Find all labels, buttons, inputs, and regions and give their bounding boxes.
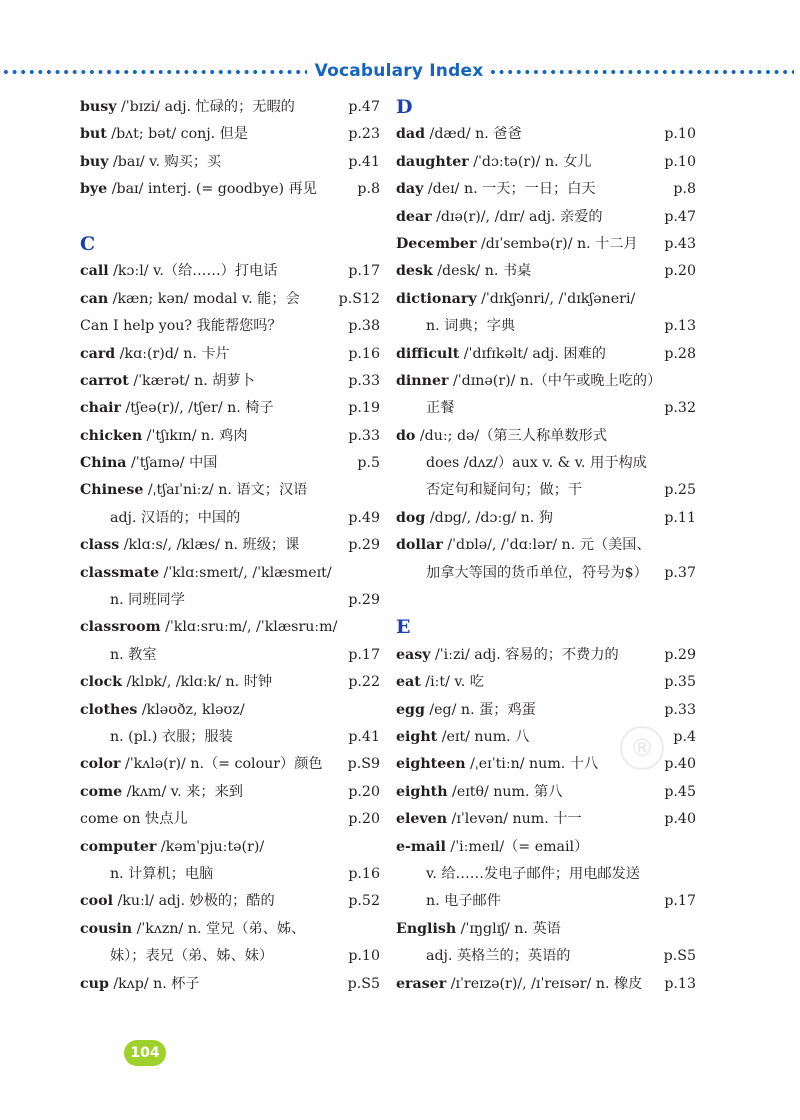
page-reference: p.29 [348, 537, 380, 554]
vocab-entry [80, 532, 380, 559]
vocab-entry [80, 971, 380, 998]
definition: n. 词典；字典 [426, 318, 516, 335]
entry-text [396, 291, 635, 307]
vocab-entry [80, 779, 380, 806]
headword: difficult [396, 345, 460, 362]
entry-text [80, 921, 305, 937]
page-reference: p.8 [357, 181, 380, 198]
page-reference: p.16 [348, 345, 380, 362]
vocab-entry [80, 888, 380, 915]
entry-continuation [396, 888, 696, 915]
entry-text [80, 702, 245, 718]
entry-text [396, 373, 661, 389]
entry-text [396, 318, 515, 334]
page-reference: p.13 [664, 975, 696, 992]
entry-text [80, 729, 233, 745]
vocab-entry [80, 286, 380, 313]
registered-mark-watermark: ® [620, 726, 664, 770]
vocab-entry [396, 642, 696, 669]
headword: dinner [396, 372, 449, 389]
headword: class [80, 537, 120, 554]
headword: can [80, 290, 109, 307]
entry-text [396, 893, 501, 909]
entry-continuation [396, 560, 696, 587]
page-reference: p.4 [673, 728, 696, 745]
header-dots-right [491, 70, 794, 74]
definition: /ˈdɪfɪkəlt/ adj. 困难的 [459, 345, 606, 362]
page-reference: p.10 [348, 948, 380, 965]
headword: computer [80, 838, 157, 855]
vocab-entry [80, 614, 380, 641]
vocab-entry [396, 779, 696, 806]
entry-text [80, 839, 264, 855]
page-reference: p.41 [348, 153, 380, 170]
entry-text [396, 674, 484, 690]
page-reference: p.S5 [347, 975, 380, 992]
vocab-entry [396, 176, 696, 203]
vocab-entry [80, 121, 380, 148]
entry-text [80, 154, 221, 170]
entry-text [396, 921, 561, 937]
definition: /kɔːl/ v.（给……）打电话 [108, 263, 278, 280]
entry-text [80, 976, 200, 992]
headword: dog [396, 509, 426, 526]
definition: 妹）；表兄（弟、姊、妹） [110, 948, 274, 965]
entry-text [80, 99, 295, 115]
definition: /eg/ n. 蛋；鸡蛋 [424, 701, 536, 718]
entry-text [80, 811, 188, 827]
entry-text [396, 154, 592, 170]
entry-continuation [80, 505, 380, 532]
headword: color [80, 756, 121, 773]
definition: /kuːl/ adj. 妙极的；酷的 [112, 893, 275, 910]
definition: /dɪˈsembə(r)/ n. 十二月 [476, 235, 638, 252]
page-reference: p.S12 [338, 290, 380, 307]
entry-text [80, 537, 299, 553]
section-gap [80, 204, 380, 231]
page-reference: p.29 [348, 592, 380, 609]
entry-text [80, 482, 307, 498]
vocab-entry [396, 532, 696, 559]
vocab-entry [396, 204, 696, 231]
entry-continuation [80, 642, 380, 669]
definition: /ˈkʌzn/ n. 堂兄（弟、姊、 [132, 920, 306, 937]
definition: /kʌm/ v. 来；来到 [122, 783, 243, 800]
definition: adj. 汉语的；中国的 [110, 509, 241, 526]
vocab-entry [80, 368, 380, 395]
page-reference: p.20 [348, 783, 380, 800]
definition: /ˈɪŋglɪʃ/ n. 英语 [456, 920, 561, 937]
entry-continuation [396, 450, 696, 477]
definition: Can I help you? 我能帮您吗？ [80, 318, 282, 335]
vocab-entry [396, 121, 696, 148]
page-reference: p.23 [348, 126, 380, 143]
entry-text [80, 510, 240, 526]
definition: /kɑː(r)d/ n. 卡片 [115, 345, 230, 362]
entry-text [396, 784, 562, 800]
definition: /desk/ n. 书桌 [432, 263, 532, 280]
headword: eraser [396, 975, 447, 992]
headword: dictionary [396, 290, 477, 307]
definition: /iːt/ v. 吃 [420, 674, 484, 691]
definition: n. 教室 [110, 646, 157, 663]
definition: /ˈdɒlə/, /ˈdɑːlər/ n. 元（美国、 [442, 537, 651, 554]
entry-text [80, 948, 273, 964]
page-reference: p.20 [348, 811, 380, 828]
definition: /ˈiːzi/ adj. 容易的；不费力的 [430, 646, 619, 663]
headword: card [80, 345, 116, 362]
headword: day [396, 181, 424, 198]
entry-text [396, 565, 648, 581]
vocab-entry [396, 669, 696, 696]
definition: n. 同班同学 [110, 592, 185, 609]
definition: /ɪˈlevən/ num. 十一 [447, 811, 582, 828]
headword: eighth [396, 783, 448, 800]
entry-text [396, 181, 596, 197]
definition: /ˈdɪkʃənri/, /ˈdɪkʃəneri/ [476, 290, 636, 307]
entry-text [80, 126, 248, 142]
page-reference: p.S9 [347, 756, 380, 773]
page-reference: p.20 [664, 263, 696, 280]
definition: /eɪt/ num. 八 [437, 728, 530, 745]
headword: dollar [396, 537, 443, 554]
entry-continuation [396, 395, 696, 422]
entry-continuation [80, 587, 380, 614]
page-reference: p.13 [664, 318, 696, 335]
entry-text [396, 455, 647, 471]
vocab-entry [396, 834, 696, 861]
definition: /dæd/ n. 爸爸 [425, 126, 522, 143]
headword: carrot [80, 372, 129, 389]
definition: 加拿大等国的货币单位，符号为$） [426, 564, 648, 581]
definition: does /dʌz/）aux v. & v. 用于构成 [426, 455, 647, 472]
headword: cool [80, 893, 113, 910]
page-reference: p.33 [348, 427, 380, 444]
definition: come on 快点儿 [80, 811, 188, 828]
left-column [80, 94, 380, 998]
page-reference: p.40 [664, 811, 696, 828]
page-number-badge: 104 [124, 1040, 166, 1066]
page-reference: p.37 [664, 564, 696, 581]
definition: /kəmˈpjuːtə(r)/ [156, 838, 265, 855]
headword: English [396, 920, 457, 937]
headword: bye [80, 181, 108, 198]
vocab-entry [80, 751, 380, 778]
section-letter: E [396, 616, 411, 639]
page-reference: p.S5 [663, 948, 696, 965]
entry-text [80, 592, 185, 608]
entry-text [396, 537, 651, 553]
entry-text [80, 346, 230, 362]
entry-text [396, 126, 522, 142]
vocab-entry [396, 231, 696, 258]
page-reference: p.41 [348, 728, 380, 745]
headword: do [396, 427, 416, 444]
entry-text [80, 181, 317, 197]
definition: /ˈklɑːsruːm/, /ˈklæsruːm/ [160, 619, 338, 636]
page-reference: p.38 [348, 318, 380, 335]
page-reference: p.25 [664, 482, 696, 499]
entry-text [396, 702, 536, 718]
vocab-entry [396, 286, 696, 313]
definition: /bʌt; bət/ conj. 但是 [106, 126, 249, 143]
headword: eat [396, 674, 421, 691]
definition: /duː; də/（第三人称单数形式 [415, 427, 607, 444]
entry-text [396, 346, 606, 362]
vocab-entry [80, 916, 380, 943]
page-reference: p.33 [664, 701, 696, 718]
vocab-entry [80, 423, 380, 450]
page-reference: p.43 [664, 235, 696, 252]
definition: /klɒk/, /klɑːk/ n. 时钟 [121, 674, 273, 691]
header-title: Vocabulary Index [314, 61, 484, 81]
definition: /ˈbɪzi/ adj. 忙碌的；无暇的 [116, 99, 295, 115]
headword: eleven [396, 811, 448, 828]
page-reference: p.19 [348, 400, 380, 417]
headword: dear [396, 208, 432, 225]
vocab-entry [80, 669, 380, 696]
headword: but [80, 126, 107, 143]
entry-text [396, 647, 619, 663]
definition: 正餐 [426, 400, 455, 417]
vocab-entry [396, 368, 696, 395]
vocab-entry [80, 313, 380, 340]
headword: classmate [80, 564, 159, 581]
entry-text [396, 428, 607, 444]
entry-text [396, 482, 582, 498]
headword: classroom [80, 619, 161, 636]
definition: /tʃeə(r)/, /tʃer/ n. 椅子 [121, 400, 274, 417]
vocab-entry [396, 505, 696, 532]
definition: /eɪtθ/ num. 第八 [447, 783, 563, 800]
definition: /dɒg/, /dɔːg/ n. 狗 [425, 509, 553, 526]
headword: call [80, 263, 109, 280]
entry-text [396, 839, 588, 855]
definition: n. 计算机；电脑 [110, 865, 214, 882]
headword: desk [396, 263, 433, 280]
definition: /ˈdɪnə(r)/ n.（中午或晚上吃的） [448, 372, 662, 389]
vocab-entry [396, 149, 696, 176]
entry-continuation [396, 861, 696, 888]
definition: 否定句和疑问句；做；干 [426, 482, 583, 499]
entry-text [396, 948, 570, 964]
definition: /kləʊðz, kləʊz/ [137, 701, 245, 718]
header-dots-left [4, 70, 307, 74]
entry-text [80, 318, 282, 334]
entry-text [396, 756, 598, 772]
page-reference: p.17 [348, 646, 380, 663]
entry-text [80, 619, 337, 635]
entry-text [80, 428, 248, 444]
headword: easy [396, 646, 431, 663]
entry-continuation [80, 861, 380, 888]
vocab-entry [80, 834, 380, 861]
page-reference: p.29 [664, 646, 696, 663]
definition: /dɪə(r)/, /dɪr/ adj. 亲爱的 [431, 208, 603, 225]
page-reference: p.8 [673, 181, 696, 198]
entry-text [80, 373, 255, 389]
definition: /ˈkʌlə(r)/ n.（= colour）颜色 [120, 756, 323, 773]
entry-text [80, 866, 213, 882]
page-reference: p.45 [664, 783, 696, 800]
headword: clock [80, 674, 122, 691]
entry-text [396, 263, 531, 279]
vocab-entry [396, 258, 696, 285]
headword: December [396, 235, 477, 252]
section-letter: C [80, 232, 96, 255]
right-column [396, 94, 696, 998]
definition: /ˈdɔːtə(r)/ n. 女儿 [468, 153, 592, 170]
definition: /baɪ/ interj. (= goodbye) 再见 [107, 181, 317, 198]
vocab-entry [396, 341, 696, 368]
headword: busy [80, 99, 117, 115]
headword: clothes [80, 701, 138, 718]
headword: dad [396, 126, 426, 143]
entry-text [396, 510, 553, 526]
page-reference: p.5 [357, 455, 380, 472]
entry-text [80, 263, 277, 279]
page-reference: p.11 [664, 509, 696, 526]
page-reference: p.17 [664, 893, 696, 910]
entry-continuation [80, 943, 380, 970]
section-letter: D [396, 96, 413, 118]
vocab-entry [80, 176, 380, 203]
definition: /ˌeɪˈtiːn/ num. 十八 [465, 756, 599, 773]
entry-text [80, 893, 275, 909]
definition: n. (pl.) 衣服；服装 [110, 728, 233, 745]
entry-text [80, 784, 243, 800]
definition: /kʌp/ n. 杯子 [108, 975, 200, 992]
entry-text [80, 756, 323, 772]
page-reference: p.40 [664, 756, 696, 773]
section-gap [396, 587, 696, 614]
definition: /baɪ/ v. 购买；买 [108, 153, 222, 170]
page-reference: p.28 [664, 345, 696, 362]
vocab-entry [80, 258, 380, 285]
vocab-entry [80, 395, 380, 422]
page-reference: p.32 [664, 400, 696, 417]
headword: China [80, 455, 127, 472]
vocab-entry [80, 450, 380, 477]
entry-text [80, 674, 272, 690]
headword: egg [396, 701, 425, 718]
headword: chicken [80, 427, 143, 444]
entry-text [80, 455, 217, 471]
definition: /klɑːs/, /klæs/ n. 班级；课 [119, 537, 300, 554]
vocab-entry [396, 916, 696, 943]
definition: /ˈiːmeɪl/（= email） [445, 838, 589, 855]
headword: cup [80, 975, 109, 992]
definition: /ɪˈreɪzə(r)/, /ɪˈreɪsər/ n. 橡皮 [446, 975, 643, 992]
headword: eight [396, 728, 438, 745]
definition: n. 电子邮件 [426, 893, 501, 910]
headword: daughter [396, 153, 469, 170]
definition: /ˌtʃaɪˈniːz/ n. 语文；汉语 [143, 482, 308, 499]
definition: /deɪ/ n. 一天；一日；白天 [423, 181, 596, 198]
entry-continuation [396, 313, 696, 340]
page-reference: p.35 [664, 674, 696, 691]
vocab-entry [396, 971, 696, 998]
entry-text [80, 647, 157, 663]
page-reference: p.16 [348, 865, 380, 882]
headword: e-mail [396, 838, 446, 855]
definition: /ˈkærət/ n. 胡萝卜 [128, 372, 255, 389]
page-reference: p.10 [664, 153, 696, 170]
entry-text [396, 866, 640, 882]
vocab-entry [80, 477, 380, 504]
definition: /kæn; kən/ modal v. 能；会 [108, 290, 300, 307]
entry-text [80, 400, 274, 416]
definition: /ˈtʃaɪnə/ 中国 [126, 455, 218, 472]
vocab-entry [80, 697, 380, 724]
page-reference: p.47 [664, 208, 696, 225]
headword: cousin [80, 920, 133, 937]
entry-continuation [80, 724, 380, 751]
entry-text [80, 565, 332, 581]
vocab-entry [396, 423, 696, 450]
page-reference: p.17 [348, 263, 380, 280]
vocab-entry [80, 806, 380, 833]
page-reference: p.52 [348, 893, 380, 910]
page-reference: p.33 [348, 372, 380, 389]
entry-text [396, 400, 454, 416]
page-reference: p.22 [348, 674, 380, 691]
entry-text [396, 811, 582, 827]
headword: buy [80, 153, 109, 170]
entry-continuation [396, 943, 696, 970]
vocab-entry [80, 94, 380, 121]
entry-continuation [396, 477, 696, 504]
page-reference: p.10 [664, 126, 696, 143]
vocab-entry [80, 149, 380, 176]
page-header [0, 58, 800, 84]
vocab-entry [396, 806, 696, 833]
definition: v. 给……发电子邮件；用电邮发送 [426, 865, 640, 882]
page-reference: p.47 [348, 99, 380, 115]
entry-text [396, 209, 603, 225]
entry-text [396, 236, 638, 252]
page-reference: p.49 [348, 509, 380, 526]
definition: /ˈtʃɪkɪn/ n. 鸡肉 [142, 427, 248, 444]
entry-text [396, 729, 529, 745]
vocab-entry [80, 560, 380, 587]
headword: come [80, 783, 123, 800]
headword: Chinese [80, 482, 144, 499]
entry-text [396, 976, 642, 992]
definition: adj. 英格兰的；英语的 [426, 948, 571, 965]
headword: chair [80, 400, 122, 417]
definition: /ˈklɑːsmeɪt/, /ˈklæsmeɪt/ [158, 564, 332, 581]
vocab-entry [396, 697, 696, 724]
headword: eighteen [396, 756, 466, 773]
entry-text [80, 291, 300, 307]
vocab-entry [80, 341, 380, 368]
